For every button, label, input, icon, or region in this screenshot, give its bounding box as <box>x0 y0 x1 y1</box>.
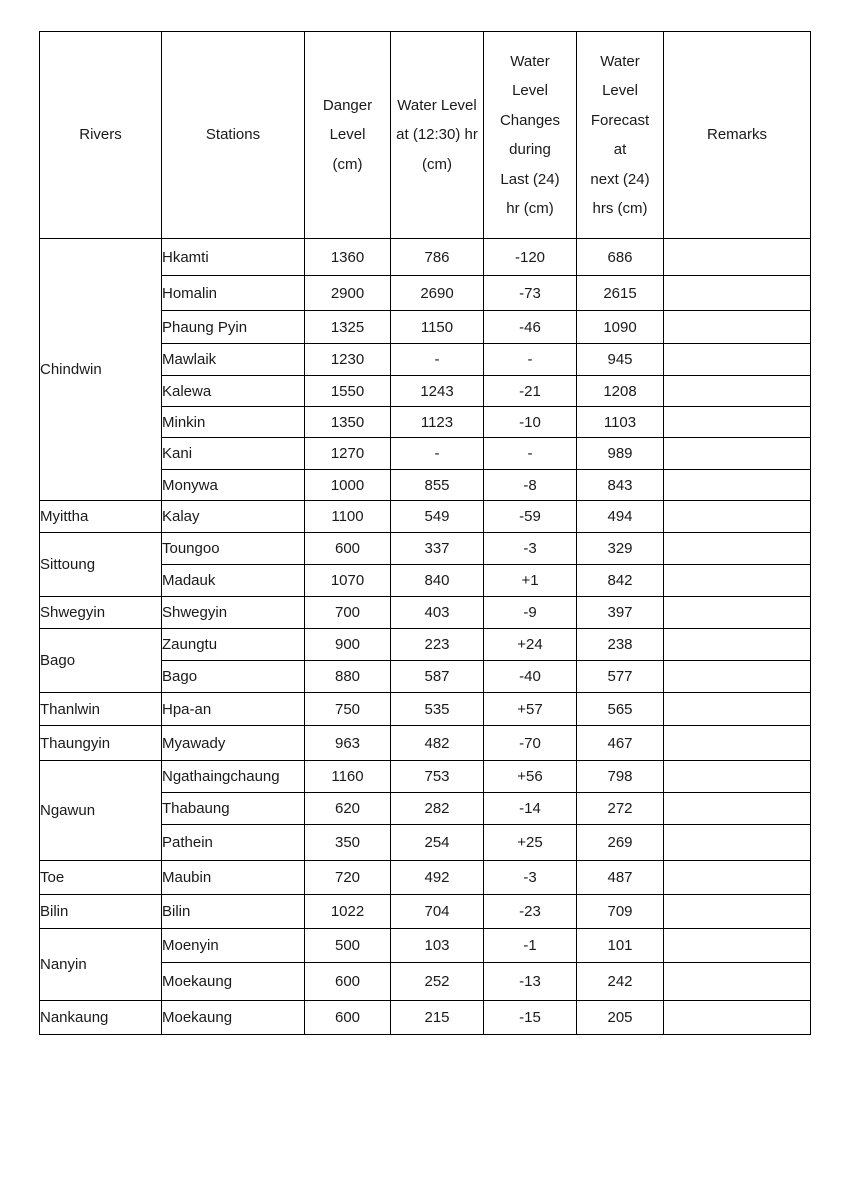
water-level-cell: 492 <box>391 861 484 895</box>
forecast-cell: 565 <box>577 693 664 726</box>
remarks-cell <box>664 565 811 597</box>
station-cell: Myawady <box>162 726 305 761</box>
water-level-cell: 482 <box>391 726 484 761</box>
remarks-cell <box>664 597 811 629</box>
river-cell: Nankaung <box>40 1001 162 1035</box>
remarks-cell <box>664 629 811 661</box>
table-row <box>40 861 811 895</box>
level-change-cell: -23 <box>484 895 577 929</box>
table-row <box>40 629 811 661</box>
station-cell: Mawlaik <box>162 344 305 376</box>
forecast-cell: 467 <box>577 726 664 761</box>
station-cell: Madauk <box>162 565 305 597</box>
remarks-cell <box>664 693 811 726</box>
water-level-cell: 855 <box>391 470 484 501</box>
level-change-cell: - <box>484 344 577 376</box>
remarks-cell <box>664 825 811 861</box>
level-change-cell: -3 <box>484 533 577 565</box>
danger-level-cell: 600 <box>305 1001 391 1035</box>
danger-level-cell: 1360 <box>305 239 391 276</box>
station-cell: Shwegyin <box>162 597 305 629</box>
forecast-cell: 269 <box>577 825 664 861</box>
forecast-cell: 397 <box>577 597 664 629</box>
remarks-cell <box>664 929 811 963</box>
forecast-cell: 1208 <box>577 376 664 407</box>
remarks-cell <box>664 861 811 895</box>
forecast-cell: 487 <box>577 861 664 895</box>
danger-level-cell: 1550 <box>305 376 391 407</box>
table-row <box>40 929 811 963</box>
level-change-cell: -21 <box>484 376 577 407</box>
water-level-cell: 1123 <box>391 407 484 438</box>
danger-level-cell: 963 <box>305 726 391 761</box>
station-cell: Moekaung <box>162 963 305 1001</box>
forecast-cell: 577 <box>577 661 664 693</box>
level-change-cell: -15 <box>484 1001 577 1035</box>
level-change-cell: -9 <box>484 597 577 629</box>
forecast-cell: 101 <box>577 929 664 963</box>
remarks-cell <box>664 1001 811 1035</box>
river-cell: Thaungyin <box>40 726 162 761</box>
river-cell: Shwegyin <box>40 597 162 629</box>
danger-level-cell: 1022 <box>305 895 391 929</box>
level-change-cell: +25 <box>484 825 577 861</box>
danger-level-cell: 1270 <box>305 438 391 470</box>
station-cell: Hpa-an <box>162 693 305 726</box>
forecast-cell: 798 <box>577 761 664 793</box>
forecast-cell: 329 <box>577 533 664 565</box>
level-change-cell: - <box>484 438 577 470</box>
table-body <box>40 239 811 1035</box>
danger-level-cell: 1325 <box>305 311 391 344</box>
remarks-cell <box>664 661 811 693</box>
river-cell: Nanyin <box>40 929 162 1001</box>
river-cell: Myittha <box>40 501 162 533</box>
water-level-cell: 215 <box>391 1001 484 1035</box>
remarks-cell <box>664 276 811 311</box>
table-header-row <box>40 32 811 239</box>
header-water-level: Water Level at (12:30) hr (cm) <box>391 32 484 239</box>
water-level-cell: 282 <box>391 793 484 825</box>
level-change-cell: -3 <box>484 861 577 895</box>
remarks-cell <box>664 963 811 1001</box>
station-cell: Kani <box>162 438 305 470</box>
forecast-cell: 945 <box>577 344 664 376</box>
level-change-cell: -73 <box>484 276 577 311</box>
forecast-cell: 205 <box>577 1001 664 1035</box>
table-row <box>40 761 811 793</box>
level-change-cell: -10 <box>484 407 577 438</box>
water-level-cell: 403 <box>391 597 484 629</box>
remarks-cell <box>664 793 811 825</box>
level-change-cell: -46 <box>484 311 577 344</box>
river-cell: Thanlwin <box>40 693 162 726</box>
level-change-cell: -120 <box>484 239 577 276</box>
danger-level-cell: 1070 <box>305 565 391 597</box>
station-cell: Ngathaingchaung <box>162 761 305 793</box>
forecast-cell: 686 <box>577 239 664 276</box>
danger-level-cell: 1100 <box>305 501 391 533</box>
river-cell: Bilin <box>40 895 162 929</box>
water-level-cell: 252 <box>391 963 484 1001</box>
station-cell: Pathein <box>162 825 305 861</box>
remarks-cell <box>664 376 811 407</box>
water-level-cell: 840 <box>391 565 484 597</box>
danger-level-cell: 350 <box>305 825 391 861</box>
header-stations: Stations <box>162 32 305 239</box>
river-cell: Toe <box>40 861 162 895</box>
station-cell: Bilin <box>162 895 305 929</box>
remarks-cell <box>664 761 811 793</box>
forecast-cell: 272 <box>577 793 664 825</box>
danger-level-cell: 900 <box>305 629 391 661</box>
danger-level-cell: 1160 <box>305 761 391 793</box>
danger-level-cell: 720 <box>305 861 391 895</box>
level-change-cell: +57 <box>484 693 577 726</box>
water-level-cell: - <box>391 438 484 470</box>
table-row <box>40 895 811 929</box>
level-change-cell: +24 <box>484 629 577 661</box>
station-cell: Kalewa <box>162 376 305 407</box>
water-level-cell: 1243 <box>391 376 484 407</box>
water-level-cell: 223 <box>391 629 484 661</box>
level-change-cell: -70 <box>484 726 577 761</box>
water-level-cell: 337 <box>391 533 484 565</box>
forecast-cell: 842 <box>577 565 664 597</box>
water-level-cell: 103 <box>391 929 484 963</box>
remarks-cell <box>664 239 811 276</box>
danger-level-cell: 1230 <box>305 344 391 376</box>
forecast-cell: 709 <box>577 895 664 929</box>
station-cell: Minkin <box>162 407 305 438</box>
station-cell: Moekaung <box>162 1001 305 1035</box>
level-change-cell: -40 <box>484 661 577 693</box>
station-cell: Bago <box>162 661 305 693</box>
header-level-changes: Water Level Changes during Last (24) hr (cm) <box>484 32 577 239</box>
water-level-cell: 786 <box>391 239 484 276</box>
danger-level-cell: 1350 <box>305 407 391 438</box>
header-danger-level: Danger Level (cm) <box>305 32 391 239</box>
forecast-cell: 843 <box>577 470 664 501</box>
water-level-table <box>39 31 811 1035</box>
level-change-cell: -13 <box>484 963 577 1001</box>
header-forecast: Water Level Forecast at next (24) hrs (cm) <box>577 32 664 239</box>
water-level-cell: 753 <box>391 761 484 793</box>
station-cell: Kalay <box>162 501 305 533</box>
danger-level-cell: 500 <box>305 929 391 963</box>
table-row <box>40 726 811 761</box>
station-cell: Phaung Pyin <box>162 311 305 344</box>
remarks-cell <box>664 311 811 344</box>
water-level-cell: 535 <box>391 693 484 726</box>
forecast-cell: 2615 <box>577 276 664 311</box>
danger-level-cell: 750 <box>305 693 391 726</box>
station-cell: Zaungtu <box>162 629 305 661</box>
river-cell: Sittoung <box>40 533 162 597</box>
water-level-cell: 254 <box>391 825 484 861</box>
water-level-cell: 549 <box>391 501 484 533</box>
danger-level-cell: 880 <box>305 661 391 693</box>
level-change-cell: +56 <box>484 761 577 793</box>
remarks-cell <box>664 438 811 470</box>
river-cell: Chindwin <box>40 239 162 501</box>
station-cell: Monywa <box>162 470 305 501</box>
remarks-cell <box>664 407 811 438</box>
table-row <box>40 239 811 276</box>
danger-level-cell: 600 <box>305 533 391 565</box>
station-cell: Toungoo <box>162 533 305 565</box>
water-level-cell: - <box>391 344 484 376</box>
remarks-cell <box>664 344 811 376</box>
water-level-cell: 1150 <box>391 311 484 344</box>
level-change-cell: -59 <box>484 501 577 533</box>
level-change-cell: +1 <box>484 565 577 597</box>
forecast-cell: 494 <box>577 501 664 533</box>
remarks-cell <box>664 895 811 929</box>
station-cell: Hkamti <box>162 239 305 276</box>
forecast-cell: 242 <box>577 963 664 1001</box>
remarks-cell <box>664 470 811 501</box>
river-cell: Ngawun <box>40 761 162 861</box>
table-row <box>40 597 811 629</box>
remarks-cell <box>664 726 811 761</box>
river-cell: Bago <box>40 629 162 693</box>
level-change-cell: -1 <box>484 929 577 963</box>
forecast-cell: 238 <box>577 629 664 661</box>
table-row <box>40 693 811 726</box>
forecast-cell: 1090 <box>577 311 664 344</box>
forecast-cell: 1103 <box>577 407 664 438</box>
forecast-cell: 989 <box>577 438 664 470</box>
station-cell: Maubin <box>162 861 305 895</box>
station-cell: Homalin <box>162 276 305 311</box>
remarks-cell <box>664 501 811 533</box>
water-level-cell: 2690 <box>391 276 484 311</box>
water-level-cell: 704 <box>391 895 484 929</box>
level-change-cell: -14 <box>484 793 577 825</box>
remarks-cell <box>664 533 811 565</box>
level-change-cell: -8 <box>484 470 577 501</box>
table-row <box>40 501 811 533</box>
water-level-cell: 587 <box>391 661 484 693</box>
header-remarks: Remarks <box>664 32 811 239</box>
danger-level-cell: 2900 <box>305 276 391 311</box>
station-cell: Thabaung <box>162 793 305 825</box>
table-row <box>40 1001 811 1035</box>
danger-level-cell: 700 <box>305 597 391 629</box>
danger-level-cell: 600 <box>305 963 391 1001</box>
table-row <box>40 533 811 565</box>
danger-level-cell: 620 <box>305 793 391 825</box>
danger-level-cell: 1000 <box>305 470 391 501</box>
station-cell: Moenyin <box>162 929 305 963</box>
header-rivers: Rivers <box>40 32 162 239</box>
